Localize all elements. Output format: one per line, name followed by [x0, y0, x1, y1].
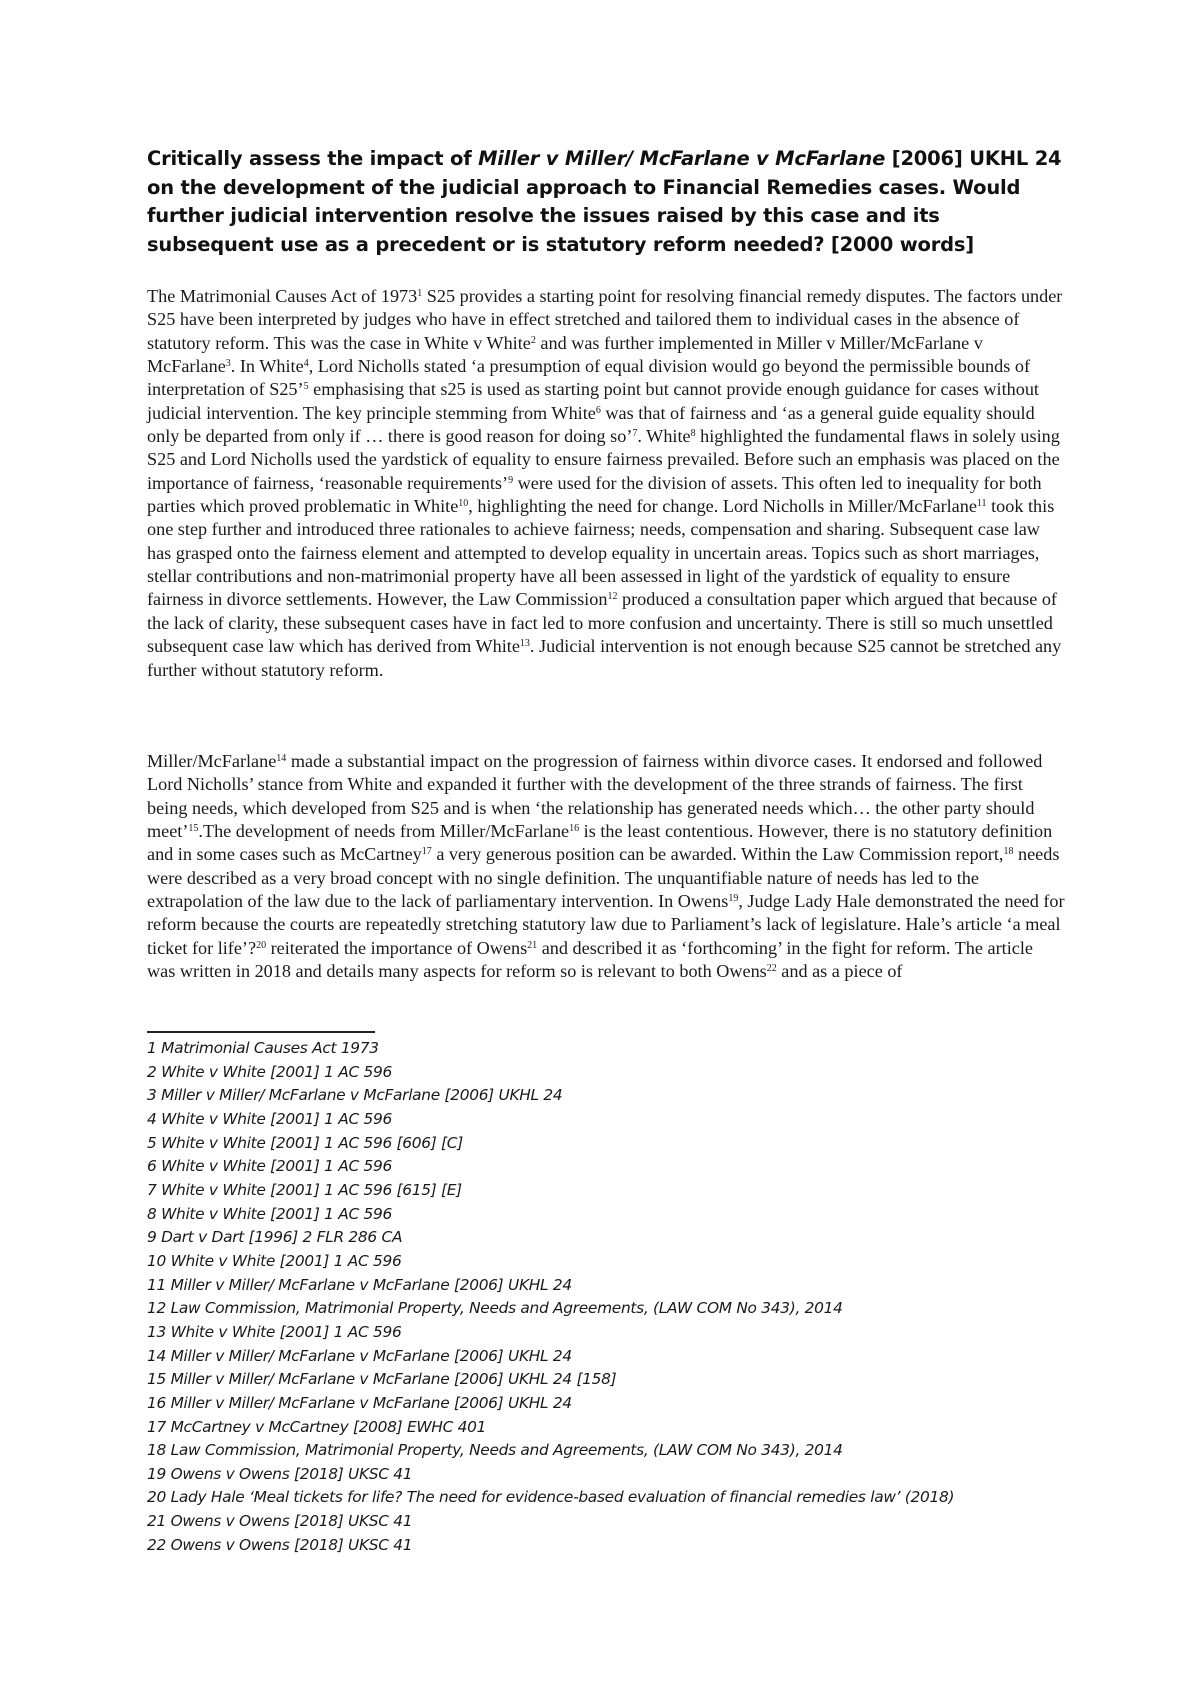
para-text: . Judicial intervention is not enough because S25 cannot be stretched any further without statutory reform.	[147, 636, 1062, 680]
footnote: 8 White v White [2001] 1 AC 596	[147, 1204, 392, 1223]
para-text: and was further implemented in Miller v Miller/McFarlane v McFarlane	[147, 332, 983, 377]
heading-text-2: [2006] UKHL 24 on the development of the judicial approach to Financial Remedies cases. Would further judicial intervention resolve the issues raised by this case and its subsequent use as a precedent or is statutory reform needed? [2000 words]	[147, 147, 1062, 256]
heading-case-name: Miller v Miller/ McFarlane v McFarlane	[478, 147, 886, 170]
footnote: 15 Miller v Miller/ McFarlane v McFarlane [2006] UKHL 24 [158]	[147, 1370, 617, 1389]
para-text: made a substantial impact on the progression of fairness within divorce cases. It endorsed and followed Lord Nicholls’ stance from White and expanded it further with the development of the three strands of fairness. The first being needs, which developed from S25 and is when ‘the relationship has generated needs which… the other party should meet’	[147, 751, 1043, 842]
footnote-ref: 12	[607, 591, 618, 603]
para-text: highlighted the fundamental flaws in solely using S25 and Lord Nicholls used the yardstick of equality to ensure fairness prevailed. Before such an emphasis was placed on the importance of fairness, ‘reasonable requirements’	[147, 426, 1060, 493]
footnote: 13 White v White [2001] 1 AC 596	[147, 1322, 402, 1341]
footnote: 7 White v White [2001] 1 AC 596 [615] [E]	[147, 1180, 462, 1199]
footnote-ref: 20	[256, 939, 267, 951]
footnote: 14 Miller v Miller/ McFarlane v McFarlane [2006] UKHL 24	[147, 1346, 572, 1365]
para-text: , highlighting the need for change. Lord Nicholls in Miller/McFarlane	[468, 496, 977, 517]
footnote: 12 Law Commission, Matrimonial Property, Needs and Agreements, (LAW COM No 343), 2014	[147, 1299, 843, 1318]
para-text: reiterated the importance of Owens	[266, 937, 528, 958]
footnote: 16 Miller v Miller/ McFarlane v McFarlane [2006] UKHL 24	[147, 1393, 572, 1412]
footnote-ref: 19	[728, 893, 739, 905]
footnote: 9 Dart v Dart [1996] 2 FLR 286 CA	[147, 1228, 403, 1247]
footnote: 20 Lady Hale ‘Meal tickets for life? The need for evidence-based evaluation of financial remedies law’ (2018)	[147, 1488, 955, 1507]
footnote: 10 White v White [2001] 1 AC 596	[147, 1251, 402, 1270]
para-text: and described it as ‘forthcoming’ in the fight for reform. The article was written in 2018 and details many aspects for reform so is relevant to both Owens	[147, 937, 1033, 982]
footnote-ref: 11	[976, 498, 987, 510]
footnote: 6 White v White [2001] 1 AC 596	[147, 1157, 392, 1176]
footnote-ref: 17	[421, 846, 432, 858]
footnote-separator	[147, 1031, 375, 1033]
para-text: took this one step further and introduced three rationales to achieve fairness; needs, compensation and sharing. Subsequent case law has grasped onto the fairness element and attempted to develop equality in uncertain areas. Topics such as short marriages, stellar contributions and non-matrimonial property have all been assessed in light of the yardstick of equality to ensure fairness in divorce settlements. However, the Law Commission	[147, 496, 1055, 610]
footnote: 5 White v White [2001] 1 AC 596 [606] [C]	[147, 1133, 463, 1152]
para-text: . In White	[230, 356, 304, 377]
footnote-ref: 14	[276, 753, 287, 764]
footnote-ref: 4	[303, 358, 309, 370]
footnote-ref: 9	[508, 474, 514, 486]
para-text: , Lord Nicholls stated ‘a presumption of equal division would go beyond the permissible bounds of interpretation of S25’	[147, 356, 1031, 400]
footnote: 11 Miller v Miller/ McFarlane v McFarlane [2006] UKHL 24	[147, 1275, 572, 1294]
footnote-ref: 13	[519, 638, 530, 650]
footnote-ref: 10	[458, 498, 469, 510]
footnote-ref: 3	[225, 358, 231, 370]
para-text: produced a consultation paper which argued that because of the lack of clarity, these subsequent cases have in fact led to more confusion and uncertainty. There is still so much unsettled subsequent case law which has derived from White	[147, 589, 1057, 657]
footnote-ref: 15	[188, 823, 199, 835]
body-paragraph-1	[147, 285, 1065, 682]
footnote: 17 McCartney v McCartney [2008] EWHC 401	[147, 1417, 487, 1436]
footnote-ref: 1	[417, 288, 423, 299]
footnotes-list	[147, 1037, 1087, 1557]
para-text: a very generous position can be awarded. Within the Law Commission report,	[431, 844, 1004, 865]
footnote-ref: 2	[530, 334, 536, 346]
footnote: 2 White v White [2001] 1 AC 596	[147, 1062, 392, 1081]
footnote-ref: 16	[569, 823, 580, 835]
footnote-ref: 6	[595, 404, 601, 416]
para-text: were used for the division of assets. This often led to inequality for both parties which proved problematic in White	[147, 472, 1042, 517]
para-text: The Matrimonial Causes Act of 1973	[147, 286, 418, 306]
essay-question-heading	[147, 145, 1067, 259]
heading-text-1: Critically assess the impact of	[147, 147, 479, 170]
footnote-ref: 18	[1003, 846, 1014, 858]
para-text: , Judge Lady Hale demonstrated the need for reform because the courts are repeatedly stretching statutory law due to Parliament’s lack of legislature. Hale’s article ‘a meal ticket for life’?	[147, 891, 1065, 958]
para-text: S25 provides a starting point for resolving financial remedy disputes. The factors under S25 have been interpreted by judges who have in effect stretched and tailored them to individual cases in the absence of statutory reform. This was the case in White v White	[147, 286, 1063, 353]
para-text: is the least contentious. However, there is no statutory definition and in some cases such as McCartney	[147, 821, 1053, 865]
para-text: Miller/McFarlane	[147, 751, 277, 771]
footnote: 19 Owens v Owens [2018] UKSC 41	[147, 1464, 413, 1483]
body-paragraph-2	[147, 750, 1065, 983]
footnote-ref: 7	[632, 428, 638, 440]
footnote: 18 Law Commission, Matrimonial Property, Needs and Agreements, (LAW COM No 343), 2014	[147, 1441, 843, 1460]
para-text: and as a piece of	[776, 961, 903, 982]
para-text: emphasising that s25 is used as starting point but cannot provide enough guidance for cases without judicial intervention. The key principle stemming from White	[147, 379, 1039, 423]
footnote: 3 Miller v Miller/ McFarlane v McFarlane [2006] UKHL 24	[147, 1086, 563, 1105]
footnote-ref: 22	[766, 963, 777, 975]
para-text: was that of fairness and ‘as a general guide equality should only be departed from only if … there is good reason for doing so’	[147, 402, 1035, 447]
footnote-ref: 5	[303, 381, 309, 393]
para-text: needs were described as a very broad concept with no single definition. The unquantifiable nature of needs has led to the extrapolation of the law due to the lack of parliamentary intervention. In Owens	[147, 844, 1060, 912]
footnote: 4 White v White [2001] 1 AC 596	[147, 1109, 392, 1128]
footnote-ref: 8	[690, 428, 696, 440]
footnote: 21 Owens v Owens [2018] UKSC 41	[147, 1512, 413, 1531]
para-text: . White	[637, 426, 691, 447]
para-text: .The development of needs from Miller/McFarlane	[198, 821, 570, 842]
footnote: 1 Matrimonial Causes Act 1973	[147, 1039, 379, 1057]
footnote-ref: 21	[527, 939, 538, 951]
footnote: 22 Owens v Owens [2018] UKSC 41	[147, 1535, 413, 1554]
